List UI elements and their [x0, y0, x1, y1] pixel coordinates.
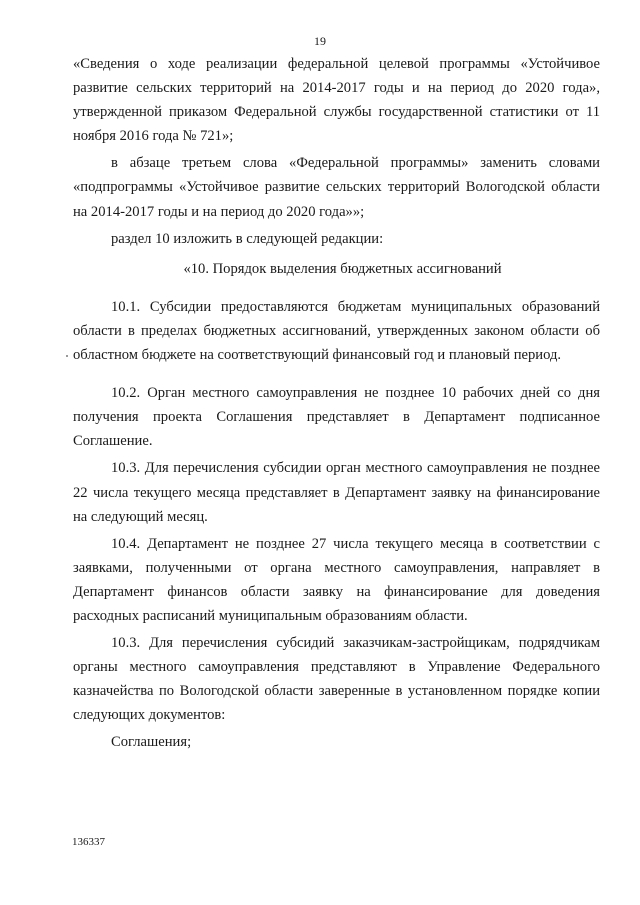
paragraph-10-3-second: 10.3. Для перечисления субсидий заказчикам-застройщикам, подрядчикам органы местного самоуправления представляют в Управление Федерального казначейства по Вологодской области заверенные в установленном порядке копии следующих документов: — [73, 635, 600, 724]
paragraph-10-2: 10.2. Орган местного самоуправления не позднее 10 рабочих дней со дня получения проекта Соглашения представляет в Департамент подписанное Соглашение. — [73, 385, 600, 450]
page-number: 19 — [314, 34, 326, 48]
document-body — [73, 52, 600, 758]
paragraph-replace-words: в абзаце третьем слова «Федеральной программы» заменить словами «подпрограммы «Устойчивое развитие сельских территорий Вологодской области на 2014-2017 годы и на период до 2020 года»»; — [73, 155, 600, 220]
paragraph-section-10-intro: раздел 10 изложить в следующей редакции: — [111, 230, 384, 247]
section-title: «10. Порядок выделения бюджетных ассигнований — [183, 260, 502, 277]
paragraph-10-4: 10.4. Департамент не позднее 27 числа текущего месяца в соответствии с заявками, полученными от органа местного самоуправления, направляет в Департамент финансов области заявку на финансирование для доведения расходных расписаний муниципальным образованиям области. — [73, 535, 600, 624]
paragraph-agreements: Соглашения; — [111, 734, 192, 751]
margin-mark — [66, 355, 68, 357]
paragraph-10-3: 10.3. Для перечисления субсидии орган местного самоуправления не позднее 22 числа текущего месяца представляет в Департамент заявку на финансирование на следующий месяц. — [73, 460, 600, 525]
paragraph-statistics-form: «Сведения о ходе реализации федеральной целевой программы «Устойчивое развитие сельских территорий на 2014-2017 годы и на период до 2020 года», утвержденной приказом Федеральной службы государственной статистики от 11 ноября 2016 года № 721»; — [73, 56, 600, 145]
document-code: 136337 — [72, 836, 105, 848]
paragraph-10-1: 10.1. Субсидии предоставляются бюджетам муниципальных образований области в пределах бюджетных ассигнований, утвержденных законом области об областном бюджете на соответствующий финансовый год и плановый период. — [73, 298, 600, 364]
